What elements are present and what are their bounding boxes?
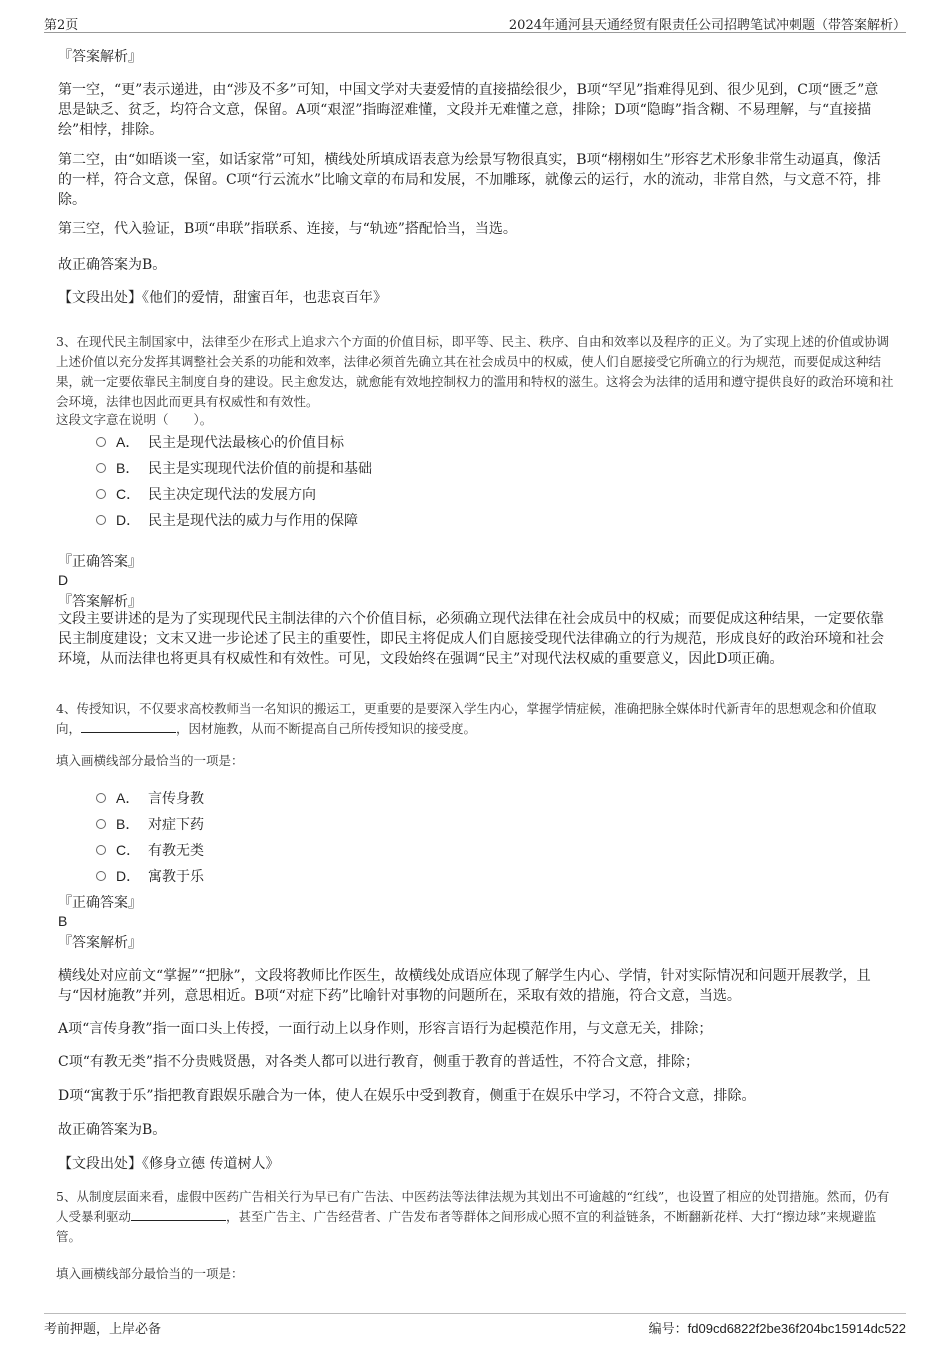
document-title: 2024年通河县天通经贸有限责任公司招聘笔试冲刺题（带答案解析） bbox=[508, 18, 906, 33]
q5-ask: 填入画横线部分最恰当的一项是： bbox=[56, 1266, 244, 1281]
radio-icon[interactable] bbox=[96, 515, 106, 525]
radio-icon[interactable] bbox=[96, 489, 106, 499]
page-footer bbox=[44, 1313, 906, 1338]
q3-option-d[interactable]: D． 民主是现代法的威力与作用的保障 bbox=[96, 509, 358, 532]
q4-analysis-p3: C项“有教无类”指不分贵贱贤愚，对各类人都可以进行教育，侧重于教育的普适性，不符合文意，排除； bbox=[58, 1054, 700, 1070]
q2-analysis-p4: 故正确答案为B。 bbox=[58, 257, 167, 273]
q3-analysis: 文段主要讲述的是为了实现现代民主制法律的六个价值目标，必须确立现代法律在社会成员中的权威；而要促成这种结果，一定要依靠民主制度建设；文末又进一步论述了民主的重要性，即民主将促成人们自愿接受现代法律确立的行为规范，形成良好的政治环境和社会环境，从而法律也将更具有权威性和有效性。可见，文段始终在强调“民主”对现代法权威的重要意义，因此D项正确。 bbox=[58, 611, 884, 667]
fill-blank bbox=[81, 720, 176, 733]
radio-icon[interactable] bbox=[96, 463, 106, 473]
q4-analysis-label: 『答案解析』 bbox=[58, 935, 142, 951]
q4-source: 【文段出处】《修身立德 传道树人》 bbox=[58, 1156, 280, 1172]
q3-correct-answer: D bbox=[58, 572, 69, 588]
document-code: 编号：fd09cd6822f2be36f204bc15914dc522 bbox=[648, 1321, 906, 1336]
q4-correct-label: 『正确答案』 bbox=[58, 895, 142, 911]
q2-analysis-p3: 第三空，代入验证，B项“串联”指联系、连接，与“轨迹”搭配恰当，当选。 bbox=[58, 221, 517, 237]
q4-option-a[interactable]: A． 言传身教 bbox=[96, 787, 204, 810]
q4-analysis-p2: A项“言传身教”指一面口头上传授，一面行动上以身作则，形容言语行为起模范作用，与文意无关，排除； bbox=[58, 1021, 713, 1037]
q4-analysis-p1: 横线处对应前文“掌握”“把脉”，文段将教师比作医生，故横线处成语应体现了解学生内心、学情，针对实际情况和问题开展教学，且与“因材施教”并列，意思相近。B项“对症下药”比喻针对事物的问题所在，采取有效的措施，符合文意，当选。 bbox=[58, 968, 871, 1004]
q3-correct-label: 『正确答案』 bbox=[58, 554, 142, 570]
q3-stem: 3、在现代民主制国家中，法律至少在形式上追求六个方面的价值目标，即平等、民主、秩序、自由和效率以及程序的正义。为了实现上述的价值或协调上述价值以充分发挥其调整社会关系的功能和效率，法律必须首先确立其在社会成员中的权威，使人们自愿接受它所确立的行为规范，而要促成这种结果，就一定要依靠民主制度自身的建设。民主愈发达，就愈能有效地控制权力的滥用和特权的滋生。这将会为法律的适用和遵守提供良好的政治环境和社会环境，法律也因此而更具有权威性和有效性。 bbox=[56, 334, 894, 409]
radio-icon[interactable] bbox=[96, 437, 106, 447]
q4-analysis-p5: 故正确答案为B。 bbox=[58, 1122, 167, 1138]
radio-icon[interactable] bbox=[96, 793, 106, 803]
radio-icon[interactable] bbox=[96, 871, 106, 881]
q2-source: 【文段出处】《他们的爱情，甜蜜百年，也悲哀百年》 bbox=[58, 290, 387, 306]
q4-option-c[interactable]: C． 有教无类 bbox=[96, 839, 204, 862]
q3-option-b[interactable]: B． 民主是实现现代法价值的前提和基础 bbox=[96, 457, 372, 480]
q4-ask: 填入画横线部分最恰当的一项是： bbox=[56, 753, 244, 768]
q3-analysis-label: 『答案解析』 bbox=[58, 594, 142, 610]
q2-analysis-label: 『答案解析』 bbox=[58, 49, 142, 65]
fill-blank bbox=[131, 1208, 226, 1221]
q3-ask: 这段文字意在说明（ ）。 bbox=[56, 412, 213, 427]
footer-slogan: 考前押题，上岸必备 bbox=[44, 1322, 162, 1337]
q5-stem: 5、从制度层面来看，虚假中医药广告相关行为早已有广告法、中医药法等法律法规为其划出不可逾越的“红线”，也设置了相应的处罚措施。然而，仍有人受暴利驱动 ，甚至广告主、广告经营者、广告发布者等群体之间形成心照不宣的利益链条，不断翻新花样、大打“擦边球”来规避监管。 bbox=[56, 1189, 890, 1244]
q2-analysis-p1: 第一空，“更”表示递进，由“涉及不多”可知，中国文学对夫妻爱情的直接描绘很少，B项“罕见”指难得见到、很少见到，C项“匮乏”意思是缺乏、贫乏，均符合文意，保留。A项“艰涩”指晦涩难懂，文段并无难懂之意，排除；D项“隐晦”指含糊、不易理解，与“直接描绘”相悖，排除。 bbox=[58, 82, 879, 138]
page-number: 第2页 bbox=[44, 18, 79, 33]
q4-option-b[interactable]: B． 对症下药 bbox=[96, 813, 204, 836]
q4-option-d[interactable]: D． 寓教于乐 bbox=[96, 865, 204, 888]
radio-icon[interactable] bbox=[96, 845, 106, 855]
page-header bbox=[44, 10, 906, 33]
q4-analysis-p4: D项“寓教于乐”指把教育跟娱乐融合为一体，使人在娱乐中受到教育，侧重于在娱乐中学习，不符合文意，排除。 bbox=[58, 1088, 756, 1104]
radio-icon[interactable] bbox=[96, 819, 106, 829]
q3-option-a[interactable]: A． 民主是现代法最核心的价值目标 bbox=[96, 431, 344, 454]
q4-correct-answer: B bbox=[58, 913, 68, 929]
q2-analysis-p2: 第二空，由“如晤谈一室，如话家常”可知，横线处所填成语表意为绘景写物很真实，B项“栩栩如生”形容艺术形象非常生动逼真，像活的一样，符合文意，保留。C项“行云流水”比喻文章的布局和发展，不加雕琢，就像云的运行，水的流动，非常自然，与文意不符，排除。 bbox=[58, 152, 882, 208]
q4-stem: 4、传授知识，不仅要求高校教师当一名知识的搬运工，更重要的是要深入学生内心，掌握学情症候，准确把脉全媒体时代新青年的思想观念和价值取向， ，因材施教，从而不断提高自己所传授知识的接受度。 bbox=[56, 701, 877, 736]
q3-option-c[interactable]: C． 民主决定现代法的发展方向 bbox=[96, 483, 316, 506]
